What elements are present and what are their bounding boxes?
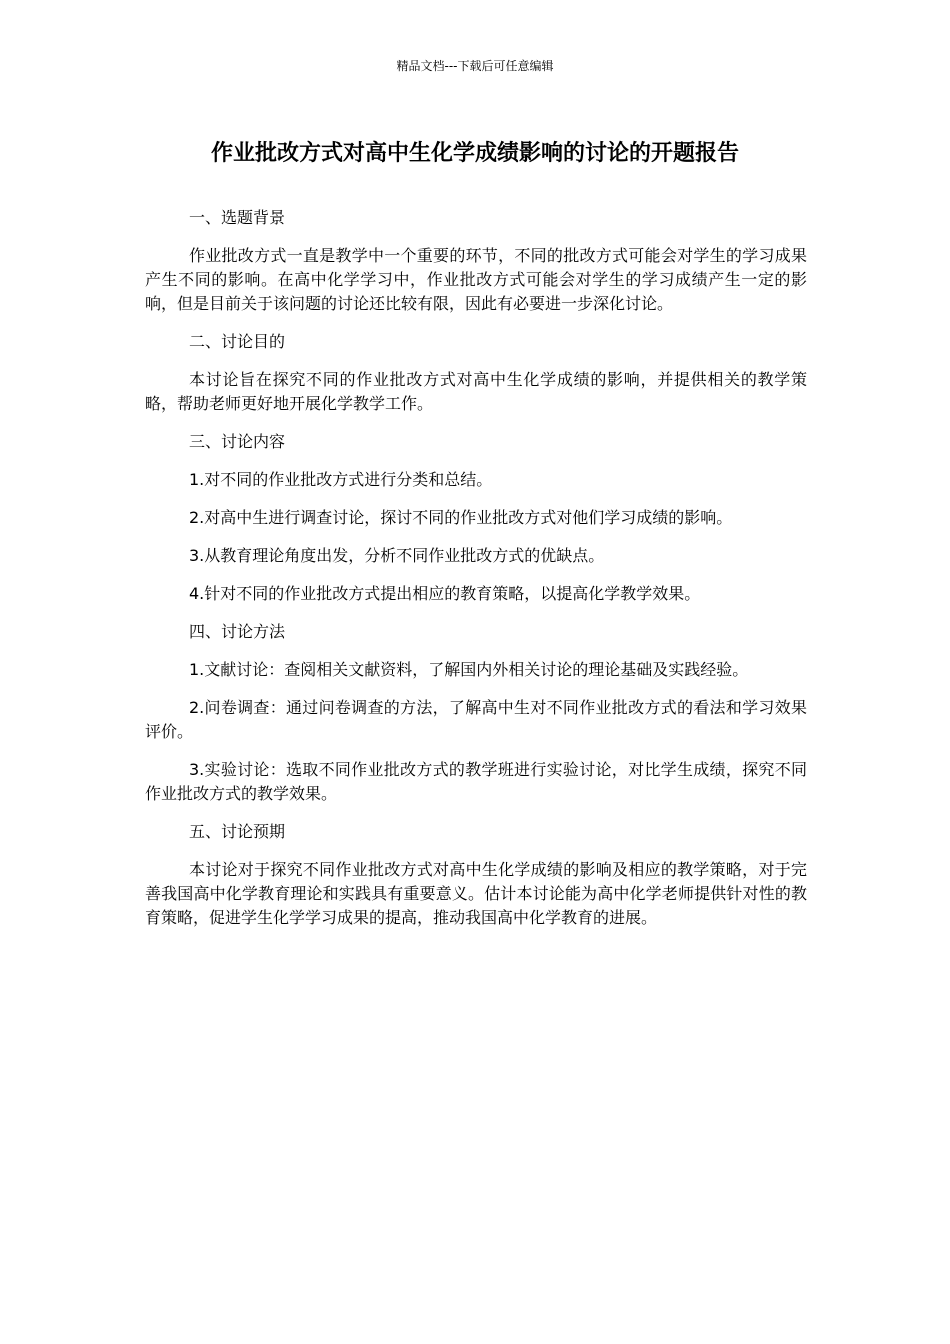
list-item: 3.实验讨论：选取不同作业批改方式的教学班进行实验讨论，对比学生成绩，探究不同作业批改方式的教学效果。 — [145, 760, 807, 803]
paragraph: 本讨论对于探究不同作业批改方式对高中生化学成绩的影响及相应的教学策略，对于完善我国高中化学教育理论和实践具有重要意义。估计本讨论能为高中化学老师提供针对性的教育策略，促进学生化学学习成果的提高，推动我国高中化学教育的进展。 — [145, 860, 807, 927]
section-background — [145, 206, 807, 316]
section-methods — [145, 620, 807, 806]
section-heading: 一、选题背景 — [189, 208, 286, 227]
section-purpose — [145, 330, 807, 416]
section-content — [145, 430, 807, 606]
document-title: 作业批改方式对高中生化学成绩影响的讨论的开题报告 — [210, 141, 739, 166]
list-item: 3.从教育理论角度出发，分析不同作业批改方式的优缺点。 — [189, 546, 605, 565]
section-expectation — [145, 820, 807, 930]
list-item: 2.问卷调查：通过问卷调查的方法，了解高中生对不同作业批改方式的看法和学习效果评价。 — [145, 698, 807, 741]
section-heading: 五、讨论预期 — [189, 822, 286, 841]
section-heading: 三、讨论内容 — [189, 432, 286, 451]
paragraph: 本讨论旨在探究不同的作业批改方式对高中生化学成绩的影响，并提供相关的教学策略，帮助老师更好地开展化学教学工作。 — [145, 370, 807, 413]
section-heading: 四、讨论方法 — [189, 622, 286, 641]
list-item: 1.文献讨论：查阅相关文献资料，了解国内外相关讨论的理论基础及实践经验。 — [189, 660, 749, 679]
list-item: 2.对高中生进行调查讨论，探讨不同的作业批改方式对他们学习成绩的影响。 — [189, 508, 733, 527]
list-item: 4.针对不同的作业批改方式提出相应的教育策略，以提高化学教学效果。 — [189, 584, 701, 603]
section-heading: 二、讨论目的 — [189, 332, 286, 351]
paragraph: 作业批改方式一直是教学中一个重要的环节，不同的批改方式可能会对学生的学习成果产生不同的影响。在高中化学学习中，作业批改方式可能会对学生的学习成绩产生一定的影响，但是目前关于该问题的讨论还比较有限，因此有必要进一步深化讨论。 — [145, 246, 807, 313]
page-header: 精品文档---下载后可任意编辑 — [396, 59, 554, 73]
list-item: 1.对不同的作业批改方式进行分类和总结。 — [189, 470, 493, 489]
document-body — [145, 206, 807, 944]
